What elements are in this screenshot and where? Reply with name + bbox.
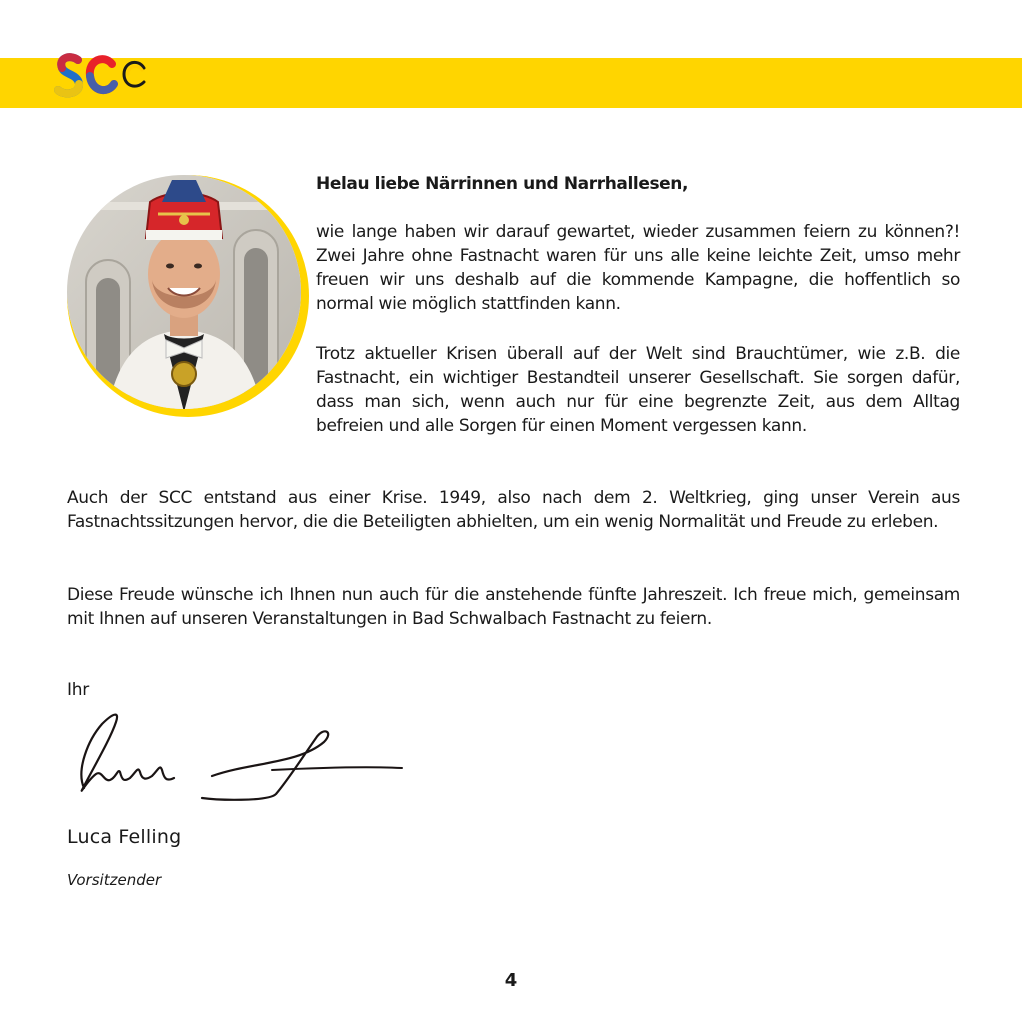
letter-paragraph-3: Auch der SCC entstand aus einer Krise. 1949, also nach dem 2. Weltkrieg, ging unser Verein aus Fastnachtssitzungen hervor, die die Beteiligten abhielten, um ein wenig Normalität und Freude zu erleben.: [67, 488, 960, 532]
letter-paragraph-1: wie lange haben wir darauf gewartet, wieder zusammen feiern zu können?! Zwei Jahre ohne Fastnacht waren für uns alle keine leichte Zeit, umso mehr freuen wir uns deshalb auf die kommende Kampagne, die hoffentlich so normal wie möglich stattfinden kann.: [316, 222, 960, 314]
signer-name: Luca Felling: [67, 826, 182, 848]
letter-paragraph-4: Diese Freude wünsche ich Ihnen nun auch für die anstehende fünfte Jahreszeit. Ich freue mich, gemeinsam mit Ihnen auf unseren Veranstaltungen in Bad Schwalbach Fastnacht zu feiern.: [67, 585, 960, 629]
letter-closing: Ihr: [67, 680, 89, 700]
page-number: 4: [504, 970, 518, 991]
handwritten-signature: [62, 700, 407, 810]
signer-title: Vorsitzender: [67, 871, 162, 889]
scc-logo: [54, 46, 154, 102]
letter-greeting: Helau liebe Närrinnen und Narrhallesen,: [316, 174, 689, 194]
letter-paragraph-2: Trotz aktueller Krisen überall auf der Welt sind Brauchtümer, wie z.B. die Fastnacht, ein wichtiger Bestandteil unserer Gesellschaft. Sie sorgen dafür, dass man sich, wenn auch nur für eine begrenzte Zeit, aus dem Alltag befreien und alle Sorgen für einen Moment vergessen kann.: [316, 344, 960, 436]
portrait-photo: [66, 162, 312, 424]
